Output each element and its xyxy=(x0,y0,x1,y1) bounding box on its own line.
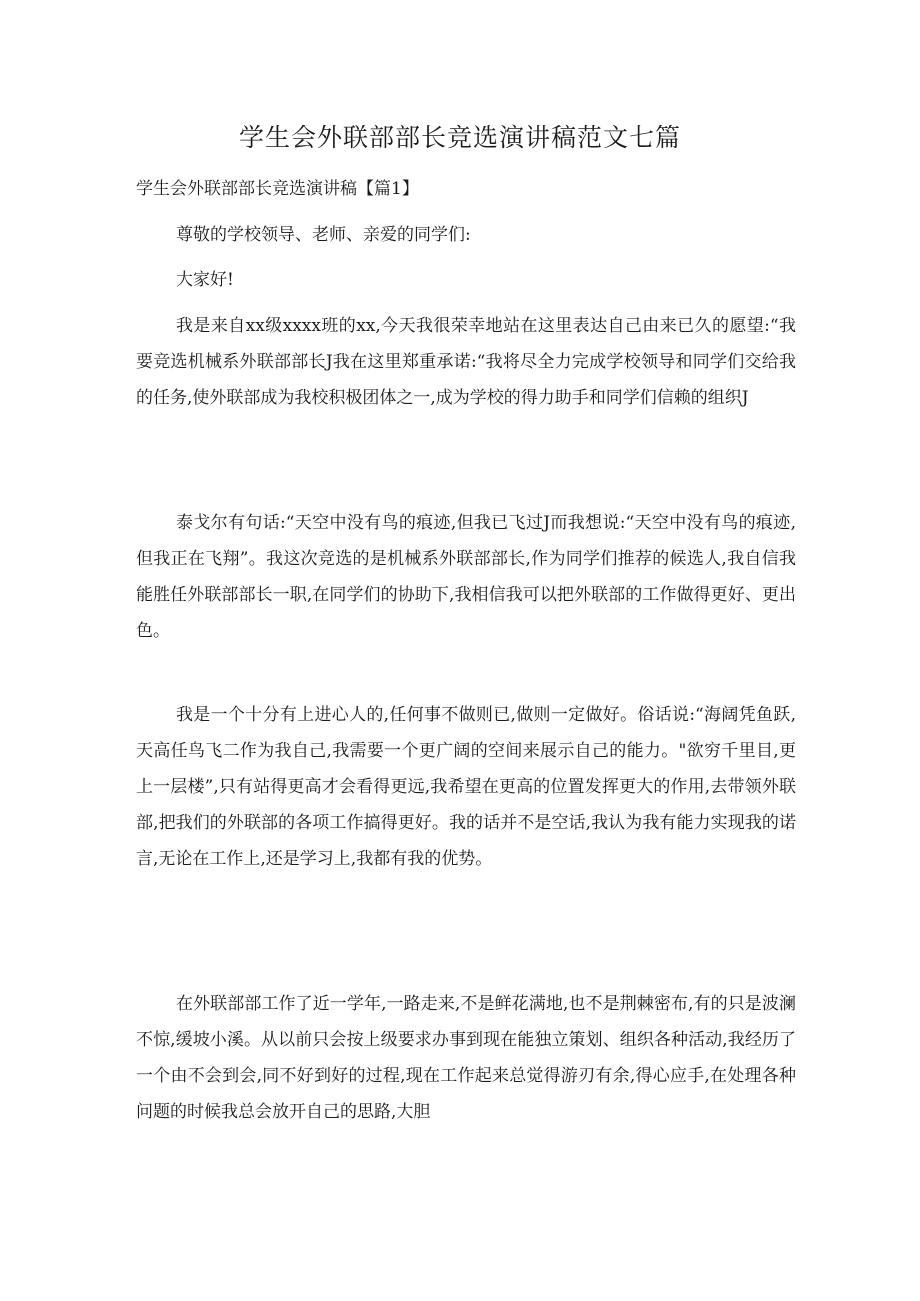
paragraph-1: 我是来自xx级xxxx班的xx,今天我很荣幸地站在这里表达自己由来已久的愿望:“我要竞选机械系外联部部长J我在这里郑重承诺:“我将尽全力完成学校领导和同学们交给我的任务,使外联部成为我校积极团体之一,成为学校的得力助手和同学们信赖的组织J xyxy=(136,316,796,408)
greeting: 大家好! xyxy=(176,270,234,290)
salutation: 尊敬的学校领导、老师、亲爱的同学们: xyxy=(176,225,471,245)
paragraph-2: 泰戈尔有句话:“天空中没有鸟的痕迹,但我已飞过J而我想说:“天空中没有鸟的痕迹,但我正在飞翔”。我这次竞选的是机械系外联部部长,作为同学们推荐的候选人,我自信我能胜任外联部部长一职,在同学们的协助下,我相信我可以把外联部的工作做得更好、更出色。 xyxy=(136,513,796,641)
paragraph-3: 我是一个十分有上进心人的,任何事不做则已,做则一定做好。俗话说:“海阔凭鱼跃,天高任鸟飞二作为我自己,我需要一个更广阔的空间来展示自己的能力。"欲穷千里目,更上一层楼”,只有站得更高才会看得更远,我希望在更高的位置发挥更大的作用,去带领外联部,把我们的外联部的各项工作搞得更好。我的话并不是空话,我认为我有能力实现我的诺言,无论在工作上,还是学习上,我都有我的优势。 xyxy=(136,705,796,869)
paragraph-4: 在外联部部工作了近一学年,一路走来,不是鲜花满地,也不是荆棘密布,有的只是波澜不惊,缓坡小溪。从以前只会按上级要求办事到现在能独立策划、组织各种活动,我经历了一个由不会到会,同不好到好的过程,现在工作起来总觉得游刃有余,得心应手,在处理各种问题的时候我总会放开自己的思路,大胆 xyxy=(136,994,796,1122)
section-heading: 学生会外联部部长竞选演讲稿【篇1】 xyxy=(136,179,419,199)
document-title: 学生会外联部部长竞选演讲稿范文七篇 xyxy=(238,123,681,152)
